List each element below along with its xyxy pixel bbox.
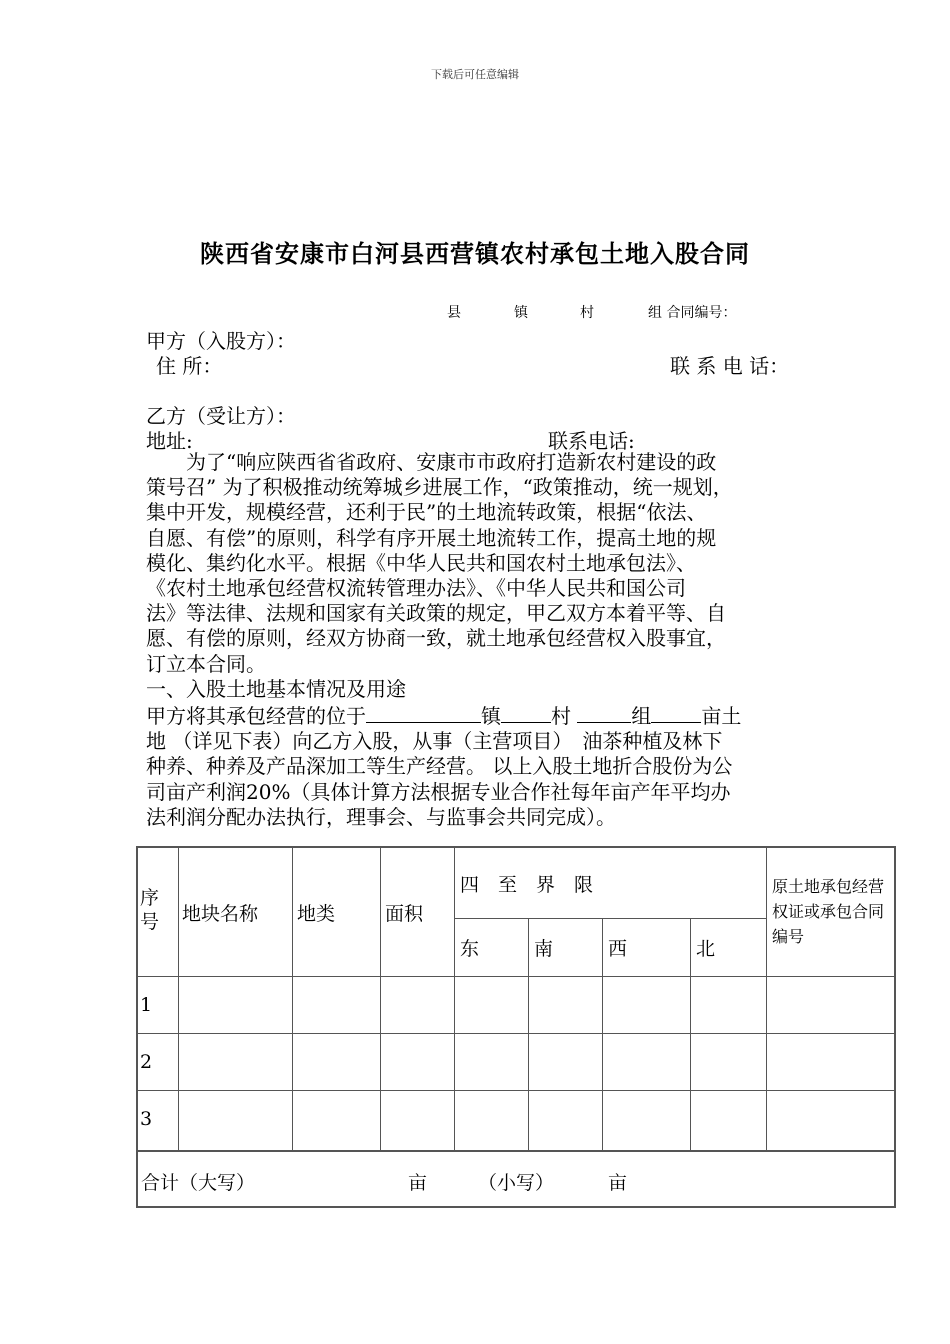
land-location-line <box>146 702 816 729</box>
land-table <box>136 846 896 1208</box>
header-seq-line2: 号 <box>140 911 160 933</box>
total-label: 合计（大写） <box>141 1172 256 1194</box>
preamble-line: 模化、集约化水平。根据《中华人民共和国农村土地承包法》、 <box>146 550 696 575</box>
land-village-label: 村 <box>551 704 571 729</box>
row-number: 3 <box>140 1108 153 1130</box>
preamble-line: 集中开发，规模经营，还利于民”的土地流转政策，根据“依法、 <box>146 500 707 525</box>
meta-village: 村 <box>580 305 594 321</box>
total-small-label: （小写） <box>478 1172 555 1194</box>
party-a-address: 住 所： <box>156 354 223 378</box>
header-area: 面积 <box>385 903 424 925</box>
land-group-label: 组 <box>631 704 652 729</box>
row-number: 1 <box>140 994 153 1016</box>
preamble-line: 法》等法律、法规和国家有关政策的规定，甲乙双方本着平等、自 <box>146 601 726 626</box>
page-title: 陕西省安康市白河县西营镇农村承包土地入股合同 <box>200 239 750 268</box>
table-col-line <box>380 846 381 1150</box>
header-plot-name: 地块名称 <box>182 903 259 925</box>
meta-town: 镇 <box>514 305 528 321</box>
total-mu-big: 亩 <box>408 1172 428 1194</box>
header-boundaries: 四 至 界 限 <box>460 874 594 896</box>
table-border-top <box>136 846 896 848</box>
header-land-type: 地类 <box>297 903 336 925</box>
header-seq-line1: 序 <box>140 887 160 909</box>
preamble-line: 订立本合同。 <box>146 651 266 676</box>
header-south: 南 <box>534 938 554 960</box>
header-certificate: 原土地承包经营权证或承包合同编号 <box>772 877 885 946</box>
table-border-right <box>894 846 896 1208</box>
land-town-label: 镇 <box>481 704 501 729</box>
village-blank[interactable] <box>501 702 551 723</box>
section-heading: 一、入股土地基本情况及用途 <box>146 676 406 701</box>
table-col-line <box>690 918 691 1150</box>
table-col-line <box>292 846 293 1150</box>
section-line: 种养、种养及产品深加工等生产经营。 以上入股土地折合股份为公 <box>146 754 733 779</box>
header-east: 东 <box>460 938 480 960</box>
meta-group-contract: 组 合同编号： <box>648 305 737 321</box>
section-line: 地 （详见下表）向乙方入股，从事（主营项目） 油茶种植及林下 <box>146 729 723 754</box>
table-row-line <box>136 1090 896 1091</box>
party-a-phone: 联 系 电 话： <box>670 354 790 378</box>
total-mu-small: 亩 <box>608 1172 628 1194</box>
party-b-label: 乙方（受让方）： <box>146 404 296 428</box>
preamble <box>146 450 816 830</box>
table-header-bottom <box>136 976 896 977</box>
table-subheader-line <box>454 918 766 919</box>
table-border-bottom <box>136 1206 896 1208</box>
table-border-left <box>136 846 138 1208</box>
header-north: 北 <box>696 938 716 960</box>
area-blank[interactable] <box>651 702 701 723</box>
town-blank[interactable] <box>366 702 481 723</box>
preamble-line: 愿、有偿的原则，经双方协商一致，就土地承包经营权入股事宜， <box>146 626 726 651</box>
header-note: 下载后可任意编辑 <box>431 68 519 81</box>
meta-county: 县 <box>447 305 461 321</box>
row-number: 2 <box>140 1051 153 1073</box>
section-line: 司亩产利润20%（具体计算方法根据专业合作社每年亩产年平均办 <box>146 779 731 804</box>
table-col-line <box>454 846 455 1150</box>
party-a-label: 甲方（入股方）： <box>146 329 296 353</box>
table-col-line <box>528 918 529 1150</box>
table-col-line <box>178 846 179 1150</box>
land-location-prefix: 甲方将其承包经营的位于 <box>146 704 366 729</box>
preamble-line: 自愿、有偿”的原则，科学有序开展土地流转工作，提高土地的规 <box>146 525 717 550</box>
preamble-line: 《农村土地承包经营权流转管理办法》、《中华人民共和国公司 <box>146 576 686 601</box>
party-b-address: 地址: <box>146 429 193 453</box>
table-col-line <box>602 918 603 1150</box>
party-b-phone: 联系电话: <box>548 429 635 453</box>
land-location-suffix: 亩土 <box>701 704 742 729</box>
preamble-line: 为了“响应陕西省省政府、安康市市政府打造新农村建设的政 <box>146 450 717 474</box>
table-col-line <box>766 846 767 1150</box>
group-blank[interactable] <box>577 702 631 723</box>
header-west: 西 <box>608 938 628 960</box>
table-total-top <box>136 1150 896 1152</box>
table-row-line <box>136 1033 896 1034</box>
header-seq <box>140 886 159 934</box>
section-line: 法利润分配办法执行，理事会、与监事会共同完成）。 <box>146 804 616 829</box>
preamble-line: 策号召” 为了积极推动统筹城乡进展工作，“政策推动，统一规划， <box>146 475 733 500</box>
